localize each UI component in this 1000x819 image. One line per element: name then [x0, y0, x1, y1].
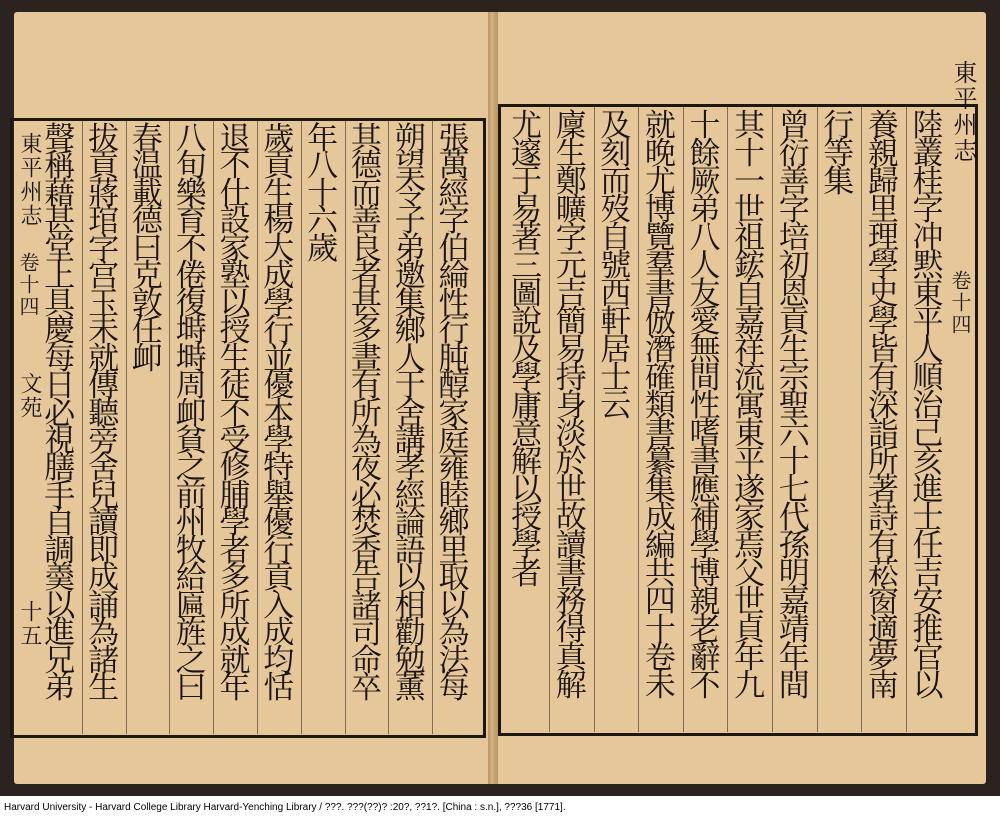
left-margin-title-text: 東平州志 [17, 132, 42, 228]
left-column: 朔 望 令 子 弟 邀 集 鄉 人 于 舍 講 孝 經 論 語 以 相 勸 勉 薰 [394, 121, 426, 707]
right-margin-title-text: 東平州志 [949, 60, 977, 164]
left-column: 聲 稱 藉 甚 堂 上 具 慶 每 日 必 視 膳 手 自 調 羮 以 進 兄 弟 [44, 121, 76, 707]
right-column-rule [727, 106, 728, 732]
right-column-rule [549, 106, 550, 732]
right-column-rule [772, 106, 773, 732]
left-column: 八 旬 樂 育 不 倦 復 塒 塒 周 卹 貧 之 前 州 牧 給 匾 旌 之 曰 [175, 121, 207, 707]
left-column: 張 萬 經 字 伯 綸 性 行 肫 醇 家 庭 雍 睦 鄉 里 取 以 為 法 每 [438, 121, 470, 707]
left-column-rule [82, 120, 83, 734]
book-gutter [488, 12, 498, 784]
right-column: 陸 叢 桂 字 冲 黙 東 平 人 順 治 己 亥 進 士 任 吉 安 推 官 以 [912, 108, 944, 704]
right-column: 養 親 歸 里 理 學 史 學 皆 有 深 詣 所 著 詩 有 菘 窗 適 夢 南 [867, 108, 899, 704]
left-margin-volume-text: 卷十四 [16, 252, 40, 318]
left-column: 其 德 而 善 良 者 甚 多 晝 有 所 為 夜 必 焚 香 告 諸 司 命 卒 [350, 121, 382, 707]
right-column-rule [594, 106, 595, 732]
right-column-rule [683, 106, 684, 732]
right-margin-volume [946, 270, 975, 336]
left-column-rule [432, 120, 433, 734]
left-column: 歲 貢 生 楊 大 成 學 行 並 優 本 學 特 舉 優 行 貢 入 成 均 恬 [263, 121, 295, 707]
right-column: 曾 衍 善 字 培 初 恩 貢 生 宗 聖 六 十 七 代 孫 明 嘉 靖 年 間 [778, 108, 810, 704]
left-margin-section-text: 文苑 [17, 372, 42, 420]
right-column-rule [817, 106, 818, 732]
right-column: 廩 生 鄭 曠 字 元 吉 簡 易 持 身 淡 於 世 故 讀 書 務 得 真 解 [555, 108, 587, 704]
left-column: 年 八 十 六 歲 [307, 121, 339, 267]
right-column: 行 等 集 [823, 108, 855, 200]
right-margin-volume-text: 卷十四 [948, 270, 972, 336]
left-column-rule [213, 120, 214, 734]
right-column-rule [906, 106, 907, 732]
left-column: 春 温 載 德 曰 克 敦 任 卹 [131, 121, 163, 377]
left-margin-section [14, 372, 45, 420]
left-column-rule [169, 120, 170, 734]
right-column: 尤 邃 于 易 著 三 圖 說 及 學 庸 意 解 以 授 學 者 [511, 108, 543, 592]
page-number [14, 600, 45, 648]
left-column-rule [126, 120, 127, 734]
right-margin-title [946, 60, 981, 164]
right-column: 及 刻 而 歿 自 號 西 軒 居 士 云 [600, 108, 632, 424]
left-margin-volume [14, 252, 43, 318]
left-margin-title [14, 132, 45, 228]
left-column-rule [257, 120, 258, 734]
right-column: 就 晚 尤 博 覽 羣 書 倣 潛 確 類 書 纂 集 成 編 共 四 十 卷 未 [644, 108, 676, 704]
right-column: 其 十 一 世 祖 鋐 自 嘉 祥 流 寓 東 平 遂 家 焉 父 世 貞 年 九 [734, 108, 766, 704]
right-column-rule [638, 106, 639, 732]
source-caption: Harvard University - Harvard College Library Harvard-Yenching Library / ???. ???(??)? :20?, ??1?. [China : s.n.], ???36 [1771]. [0, 796, 1000, 819]
left-column-rule [345, 120, 346, 734]
left-column: 拔 貢 蔣 琯 字 宫 玉 未 就 傳 聽 旁 舍 兒 讀 即 成 誦 為 諸 生 [88, 121, 120, 707]
right-column: 十 餘 厥 弟 八 人 友 愛 無 間 性 嗜 書 應 補 學 博 親 老 辭 不 [689, 108, 721, 704]
right-column-rule [861, 106, 862, 732]
left-column-rule [301, 120, 302, 734]
page-number-text: 十五 [17, 600, 42, 648]
left-column: 退 不 仕 設 家 塾 以 授 生 徒 不 受 修 脯 學 者 多 所 成 就 年 [219, 121, 251, 707]
left-column-rule [388, 120, 389, 734]
